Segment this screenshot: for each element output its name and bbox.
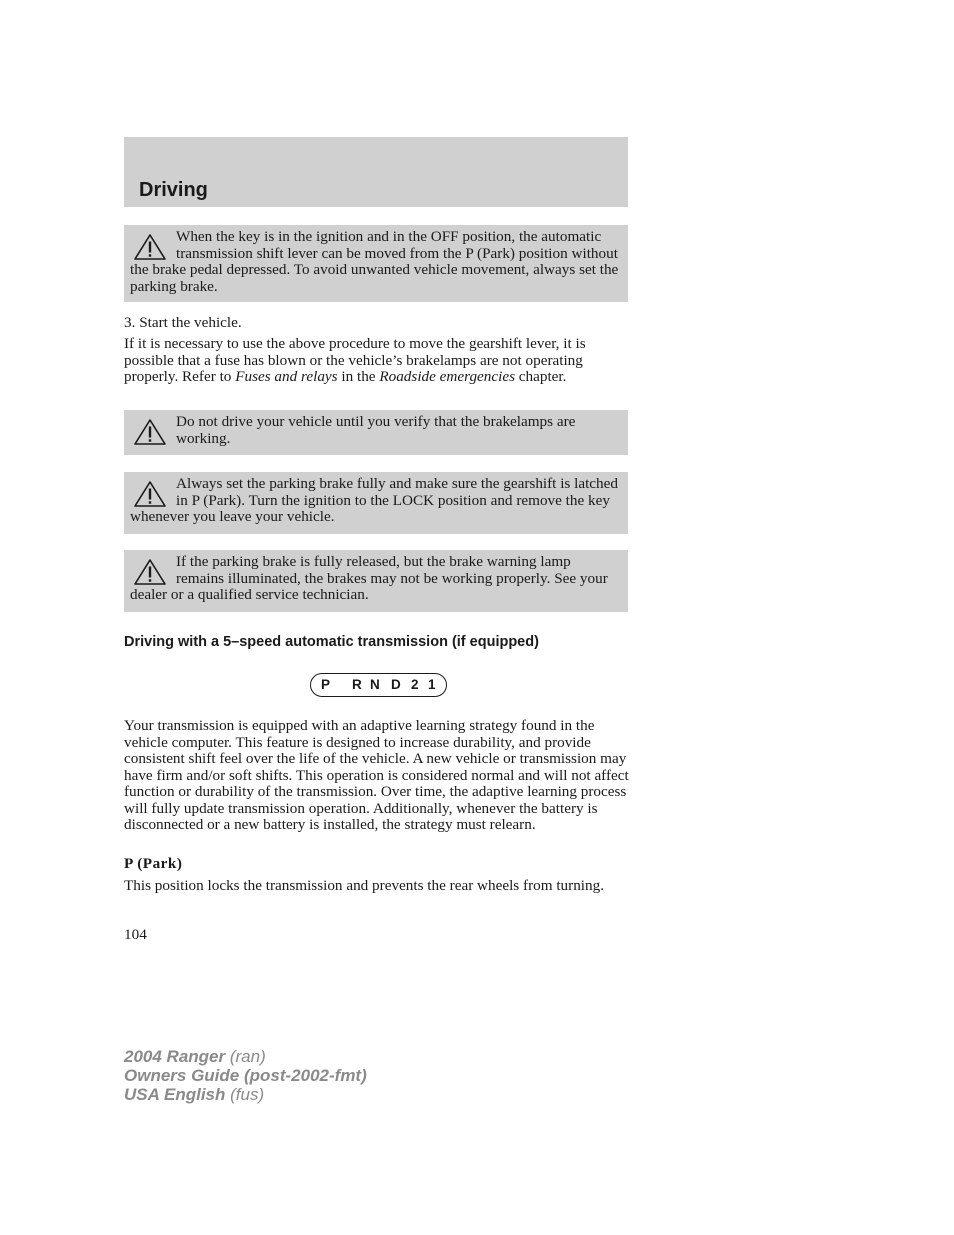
warning-text: If the parking brake is fully released, but the brake warning lamp remains illuminated, the brakes may not be working properly. See your dealer or a qualified service technician.	[130, 553, 608, 603]
roadside-reference: Roadside emergencies	[379, 368, 515, 385]
warning-box-brakelamps	[124, 410, 628, 455]
park-heading: P (Park)	[124, 855, 183, 872]
page-number: 104	[124, 926, 147, 943]
park-description: This position locks the transmission and prevents the rear wheels from turning.	[124, 877, 605, 894]
warning-triangle-icon	[133, 418, 167, 446]
fuses-reference: Fuses and relays	[235, 368, 338, 385]
warning-text: Always set the parking brake fully and make sure the gearshift is latched in P (Park). Turn the ignition to the LOCK position and remove the key whenever you leave your vehicle.	[130, 475, 618, 525]
warning-text: When the key is in the ignition and in the OFF position, the automatic transmission shift lever can be moved from the P (Park) position without the brake pedal depressed. To avoid unwanted vehicle movement, always set the parking brake.	[130, 228, 619, 295]
document-footer: 2004 Ranger (ran) Owners Guide (post-2002-fmt) USA English (fus)	[124, 1047, 367, 1104]
section-title: Driving	[139, 179, 208, 201]
step-text: 3. Start the vehicle.	[124, 314, 242, 331]
section-header-band	[124, 137, 628, 207]
warning-text: Do not drive your vehicle until you verify that the brakelamps are working.	[176, 413, 576, 447]
subheading: Driving with a 5–speed automatic transmission (if equipped)	[124, 634, 539, 650]
fuse-paragraph: If it is necessary to use the above procedure to move the gearshift lever, it is possible that a fuse has blown or the vehicle’s brakelamps are not operating properly. Refer to Fuses and relays in the Roadside emergencies chapter.	[124, 335, 586, 385]
gear-2: 2	[411, 677, 419, 692]
gear-1: 1	[428, 677, 436, 692]
gear-p: P	[321, 677, 331, 692]
gear-r: R	[352, 677, 362, 692]
gear-d: D	[391, 677, 401, 692]
warning-box-brake-lamp	[124, 550, 628, 612]
gear-selector-indicator	[310, 673, 447, 697]
warning-box-key-ignition	[124, 225, 628, 302]
warning-triangle-icon	[133, 558, 167, 586]
warning-triangle-icon	[133, 233, 167, 261]
gear-n: N	[370, 677, 380, 692]
warning-triangle-icon	[133, 480, 167, 508]
adaptive-learning-paragraph: Your transmission is equipped with an adaptive learning strategy found in the vehicle computer. This feature is designed to increase durability, and provide consistent shift feel over the life of the vehicle. A new vehicle or transmission may have firm and/or soft shifts. This operation is considered normal and will not affect function or durability of the transmission. Over time, the adaptive learning process will fully update transmission operation. Additionally, whenever the battery is disconnected or a new battery is installed, the strategy must relearn.	[124, 717, 629, 833]
warning-box-parking-brake	[124, 472, 628, 534]
